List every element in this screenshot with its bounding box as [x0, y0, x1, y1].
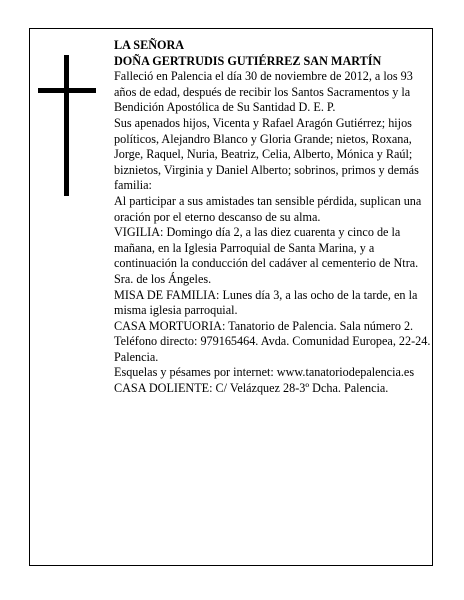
prayer-request-paragraph: Al participar a sus amistades tan sensible pérdida, suplican una oración por el eterno descanso de su alma.	[114, 193, 422, 224]
family-paragraph: Sus apenados hijos, Vicenta y Rafael Aragón Gutiérrez; hijos políticos, Alejandro Blanco y Gloria Grande; nietos, Roxana, Jorge, Raquel, Nuria, Beatriz, Celia, Alberto, Mónica y Raúl; biznietos, Virginia y Daniel Alberto; sobrinos, primos y demás familia:	[114, 115, 419, 193]
death-notice-paragraph: Falleció en Palencia el día 30 de noviembre de 2012, a los 93 años de edad, después de recibir los Santos Sacramentos y la Bendición Apostólica de Su Santidad D. E. P.	[114, 69, 413, 115]
deceased-name: DOÑA GERTRUDIS GUTIÉRREZ SAN MARTÍN	[114, 53, 382, 68]
family-home-paragraph: CASA DOLIENTE: C/ Velázquez 28-3º Dcha. Palencia.	[114, 381, 389, 396]
obituary-text	[114, 38, 432, 397]
family-mass-paragraph: MISA DE FAMILIA: Lunes día 3, a las ocho de la tarde, en la misma iglesia parroquial.	[114, 287, 418, 318]
cross-icon-vertical-bar	[64, 55, 69, 196]
online-condolences-paragraph: Esquelas y pésames por internet: www.tanatoriodepalencia.es	[114, 365, 415, 380]
obituary-heading: LA SEÑORA	[114, 38, 185, 52]
cross-icon-horizontal-bar	[38, 88, 96, 93]
vigil-paragraph: VIGILIA: Domingo día 2, a las diez cuarenta y cinco de la mañana, en la Iglesia Parroquial de Santa Marina, y a continuación la conducción del cadáver al cementerio de Ntra. Sra. de los Ángeles.	[114, 225, 419, 286]
funeral-home-paragraph: CASA MORTUORIA: Tanatorio de Palencia. Sala número 2. Teléfono directo: 979165464. Avda. Comunidad Europea, 22-24. Palencia.	[114, 318, 431, 364]
